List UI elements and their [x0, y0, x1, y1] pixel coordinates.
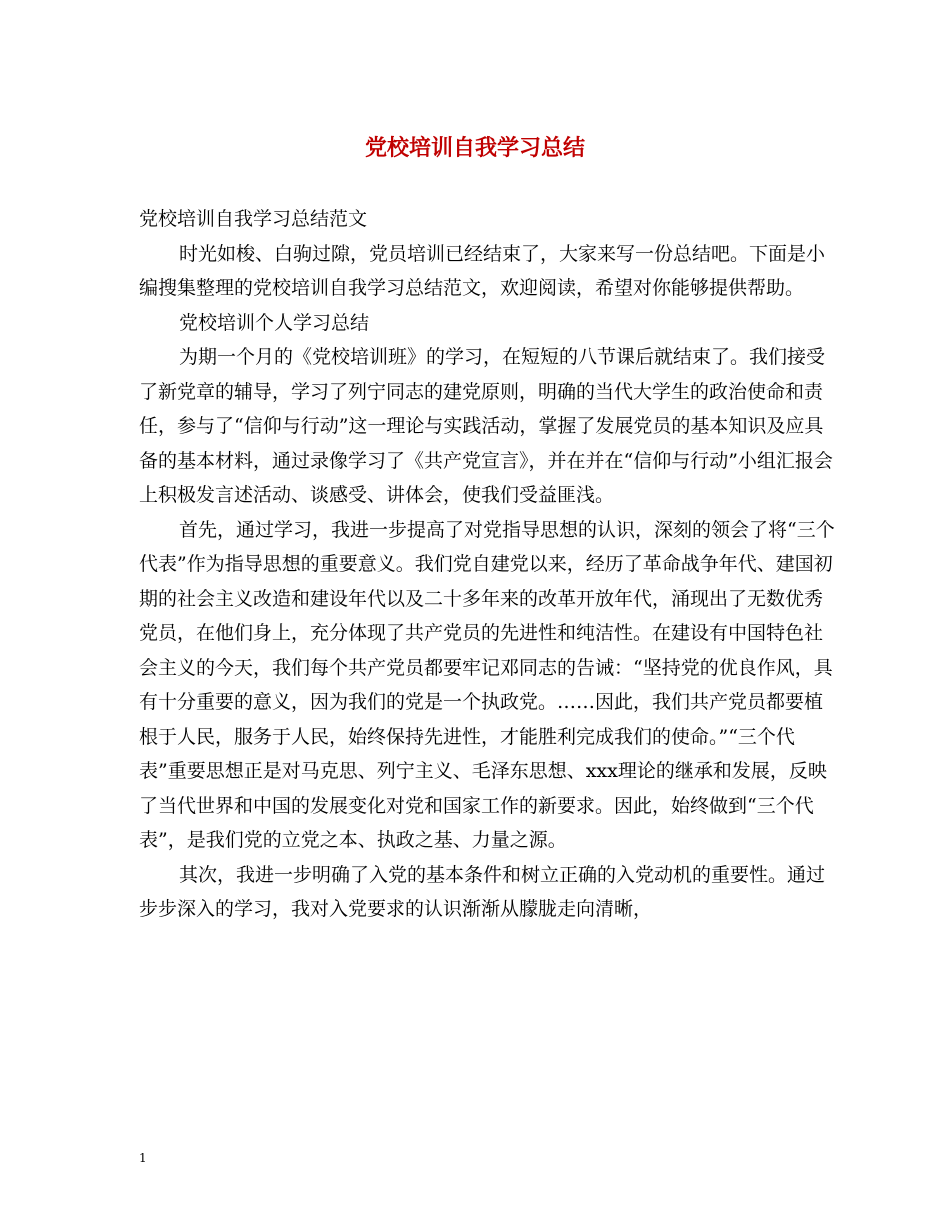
paragraph-second-point: 其次，我进一步明确了入党的基本条件和树立正确的入党动机的重要性。通过步步深入的学习，我对入党要求的认识渐渐从朦胧走向清晰， [139, 863, 826, 920]
page-number: 1 [139, 1151, 147, 1165]
paragraph-intro: 时光如梭、白驹过隙，党员培训已经结束了，大家来写一份总结吧。下面是小编搜集整理的党校培训自我学习总结范文，欢迎阅读，希望对你能够提供帮助。 [139, 242, 826, 299]
document-body [139, 202, 839, 927]
paragraph-subtitle: 党校培训自我学习总结范文 [139, 208, 368, 230]
paragraph-course-summary: 为期一个月的《党校培训班》的学习，在短短的八节课后就结束了。我们接受了新党章的辅导，学习了列宁同志的建党原则，明确的当代大学生的政治使命和责任，参与了“信仰与行动”这一理论与实践活动，掌握了发展党员的基本知识及应具备的基本材料，通过录像学习了《共产党宣言》，并在并在“信仰与行动”小组汇报会上积极发言述活动、谈感受、讲体会，使我们受益匪浅。 [139, 346, 833, 506]
document-title: 党校培训自我学习总结 [364, 135, 585, 161]
paragraph-first-point: 首先，通过学习，我进一步提高了对党指导思想的认识，深刻的领会了将“三个代表”作为指导思想的重要意义。我们党自建党以来，经历了革命战争年代、建国初期的社会主义改造和建设年代以及二十多年来的改革开放年代，涌现出了无数优秀党员，在他们身上，充分体现了共产党员的先进性和纯洁性。在建设有中国特色社会主义的今天，我们每个共产党员都要牢记邓同志的告诫：“坚持党的优良作风，具有十分重要的意义，因为我们的党是一个执政党。……因此，我们共产党员都要植根于人民，服务于人民，始终保持先进性，才能胜利完成我们的使命。”“三个代表”重要思想正是对马克思、列宁主义、毛泽东思想、xxx理论的继承和发展，反映了当代世界和中国的发展变化对党和国家工作的新要求。因此，始终做到“三个代表”，是我们党的立党之本、执政之基、力量之源。 [139, 518, 835, 851]
paragraph-section-heading: 党校培训个人学习总结 [179, 311, 370, 334]
